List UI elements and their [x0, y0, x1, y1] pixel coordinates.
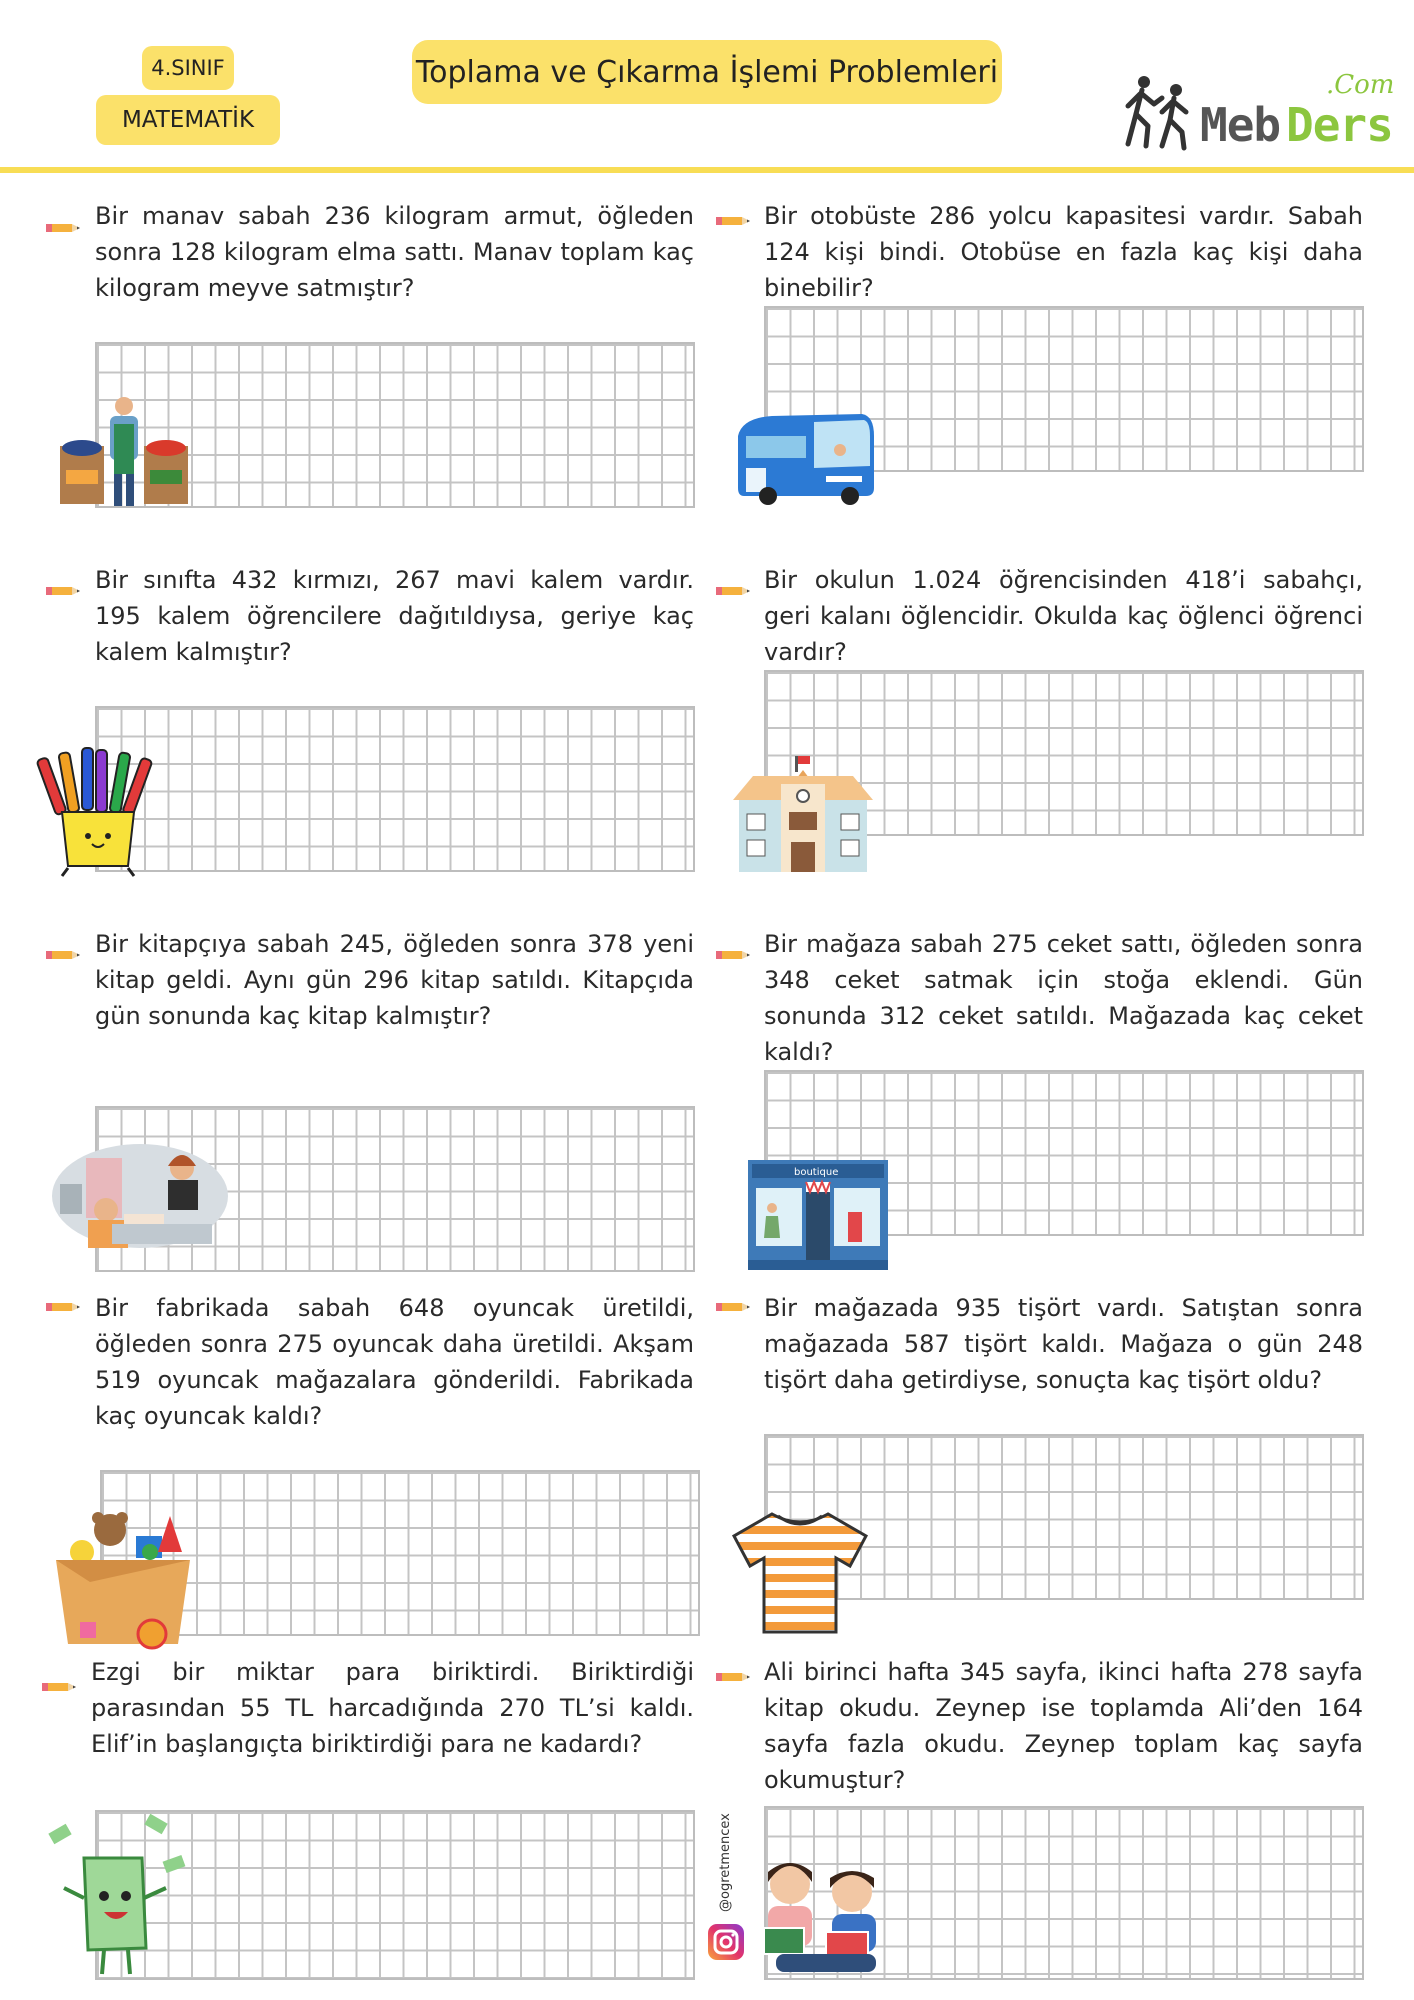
pen-cup-illustration [44, 748, 152, 876]
bookstore-illustration [52, 1144, 228, 1248]
question-text: Bir kitapçıya sabah 245, öğleden sonra 378 yeni kitap geldi. Aynı gün 296 kitap satıldı. Kitapçıda gün sonunda kaç kitap kalmıştır? [95, 930, 694, 1030]
grade-badge [142, 46, 234, 90]
title-banner [412, 40, 1002, 104]
subject-label: MATEMATİK [121, 107, 255, 133]
pencil-icon [42, 1680, 78, 1694]
money-illustration [46, 1818, 186, 1978]
grade-label: 4.SINIF [151, 56, 225, 80]
instagram-icon [708, 1924, 744, 1960]
school-building-illustration [733, 756, 873, 874]
greengrocer-illustration [60, 394, 188, 508]
t-shirt-illustration [732, 1510, 868, 1634]
svg-text:boutique: boutique [794, 1167, 839, 1178]
header-divider [0, 167, 1414, 173]
pencil-icon [46, 221, 82, 235]
question-text: Bir mağazada 935 tişört vardı. Satıştan sonra mağazada 587 tişört kaldı. Mağaza o gün 248 tişört daha getirdiyse, sonuçta kaç tişört oldu? [764, 1294, 1363, 1394]
question-text: Ezgi bir miktar para biriktirdi. Biriktirdiği parasından 55 TL harcadığında 270 TL’si kaldı. Elif’in başlangıçta biriktirdiği para ne kadardı? [91, 1658, 694, 1758]
page-title: Toplama ve Çıkarma İşlemi Problemleri [415, 54, 999, 90]
toy-box-illustration [50, 1512, 200, 1652]
question-text: Bir sınıfta 432 kırmızı, 267 mavi kalem vardır. 195 kalem öğrencilere dağıtıldıysa, geriye kaç kalem kalmıştır? [95, 566, 694, 666]
social-handle: @ogretmencex [718, 1813, 733, 1912]
site-logo[interactable] [1118, 68, 1395, 158]
logo-ders: Ders [1286, 98, 1393, 152]
question-text: Bir manav sabah 236 kilogram armut, öğleden sonra 128 kilogram elma sattı. Manav toplam kaç kilogram meyve satmıştır? [95, 202, 694, 302]
subject-badge [96, 95, 280, 145]
hikers-icon [1122, 74, 1198, 152]
pencil-icon [46, 584, 82, 598]
bus-illustration [732, 406, 878, 506]
pencil-icon [716, 1670, 752, 1684]
answer-grid[interactable] [95, 706, 695, 872]
instagram-link[interactable] [708, 1924, 744, 1960]
question-text: Bir okulun 1.024 öğrencisinden 418’i sabahçı, geri kalanı öğlencidir. Okulda kaç öğlenci öğrenci vardır? [764, 566, 1363, 666]
pencil-icon [46, 1300, 82, 1314]
pencil-icon [716, 948, 752, 962]
boutique-illustration [748, 1160, 888, 1270]
question-text: Bir fabrikada sabah 648 oyuncak üretildi, öğleden sonra 275 oyuncak daha üretildi. Akşam 519 oyuncak mağazalara gönderildi. Fabrikada kaç oyuncak kaldı? [95, 1294, 694, 1430]
pencil-icon [716, 584, 752, 598]
question-text: Bir mağaza sabah 275 ceket sattı, öğleden sonra 348 ceket satmak için stoğa eklendi. Gün sonunda 312 ceket satıldı. Mağazada kaç ceket kaldı? [764, 930, 1363, 1066]
logo-meb: Meb [1200, 98, 1281, 152]
reading-kids-illustration [756, 1858, 896, 1976]
pencil-icon [46, 948, 82, 962]
pencil-icon [716, 1300, 752, 1314]
question-text: Bir otobüste 286 yolcu kapasitesi vardır. Sabah 124 kişi bindi. Otobüse en fazla kaç kişi daha binebilir? [764, 202, 1363, 302]
pencil-icon [716, 214, 752, 228]
logo-com: .Com [1326, 70, 1395, 100]
question-text: Ali birinci hafta 345 sayfa, ikinci hafta 278 sayfa kitap okudu. Zeynep ise toplamda Ali’den 164 sayfa fazla okudu. Zeynep toplam kaç sayfa okumuştur? [764, 1658, 1363, 1794]
